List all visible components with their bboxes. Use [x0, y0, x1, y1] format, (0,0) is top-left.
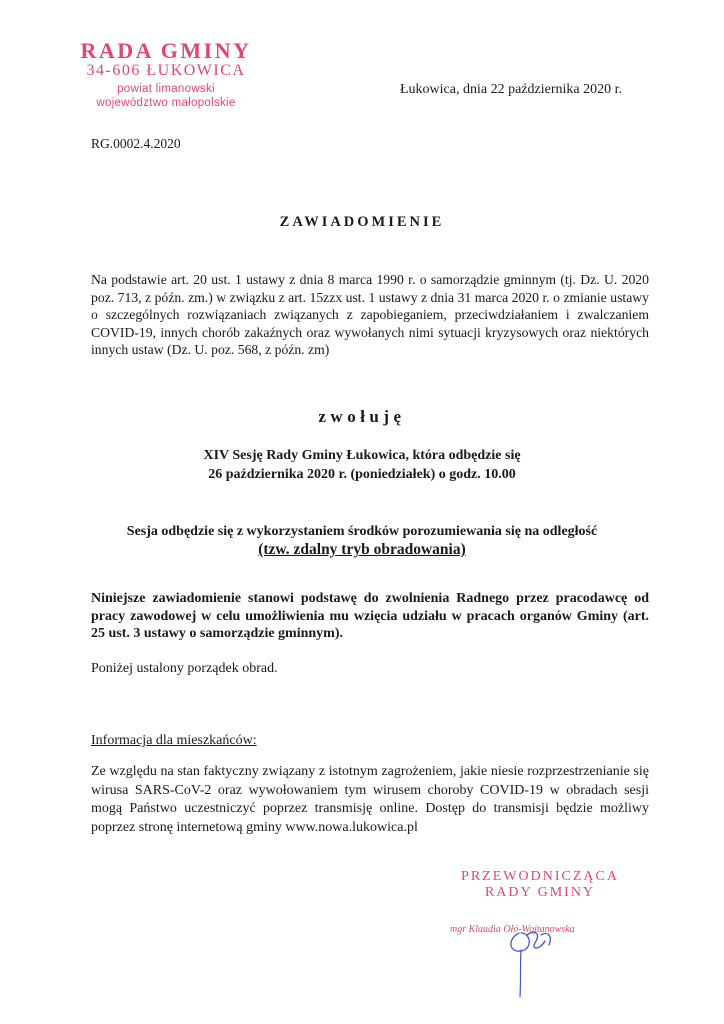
employer-leave-note: Niniejsze zawiadomienie stanowi podstawę do zwolnienia Radnego przez pracodawcę od pracy zawodowej w celu umożliwienia mu wzięcia udziału w pracach organów Gminy (art. 25 ust. 3 ustawy o samorządzie gminnym). [91, 591, 649, 641]
remote-mode-line-1: Sesja odbędzie się z wykorzystaniem środków porozumiewania się na odległość [126, 524, 598, 539]
handwritten-signature [505, 905, 565, 1000]
agenda-note: Poniżej ustalony porządek obrad. [91, 661, 278, 676]
stamp-county: powiat limanowski [117, 83, 215, 95]
session-line-2: 26 października 2020 r. (poniedziałek) o godz. 10.00 [208, 467, 516, 482]
info-heading: Informacja dla mieszkańców: [91, 733, 257, 748]
place-date: Łukowica, dnia 22 października 2020 r. [400, 82, 622, 97]
stamp-postal-address: 34-606 ŁUKOWICA [86, 62, 246, 79]
document-title: ZAWIADOMIENIE [279, 214, 445, 230]
session-line-1: XIV Sesję Rady Gminy Łukowica, która odbędzie się [203, 448, 521, 463]
signature-title: PRZEWODNICZĄCA [461, 869, 619, 884]
remote-mode-line-2: (tzw. zdalny tryb obradowania) [258, 541, 466, 558]
info-body: Ze względu na stan faktyczny związany z istotnym zagrożeniem, jakie niesie rozprzestrzenianie się wirusa SARS-CoV-2 oraz wywołowaniem tym wirusem choroby COVID-19 w obradach sesji mogą Państwo uczestniczyć poprzez transmisję online. Dostęp do transmisji będzie możliwy poprzez stronę internetową gminy www.nowa.lukowica.pl [91, 764, 649, 835]
reference-number: RG.0002.4.2020 [91, 136, 181, 151]
stamp-province: województwo małopolskie [96, 97, 236, 109]
signature-name: mgr Klaudia Ołó-Wojtanowska [450, 924, 575, 935]
signature-body: RADY GMINY [484, 885, 596, 900]
convene-verb: zwołuję [318, 407, 406, 426]
stamp-council-name: RADA GMINY [80, 38, 252, 63]
legal-basis-paragraph: Na podstawie art. 20 ust. 1 ustawy z dnia 8 marca 1990 r. o samorządzie gminnym (tj. Dz. U. 2020 poz. 713, z późn. zm.) w związku z art. 15zzx ust. 1 ustawy z dnia 31 marca 2020 r. o zmianie ustawy o szczególnych rozwiązaniach związanych z zapobieganiem, przeciwdziałaniem i zwalczaniem COVID-19, innych chorób zakaźnych oraz wywołanych nimi sytuacji kryzysowych oraz niektórych innych ustaw (Dz. U. poz. 568, z późn. zm) [91, 272, 649, 357]
